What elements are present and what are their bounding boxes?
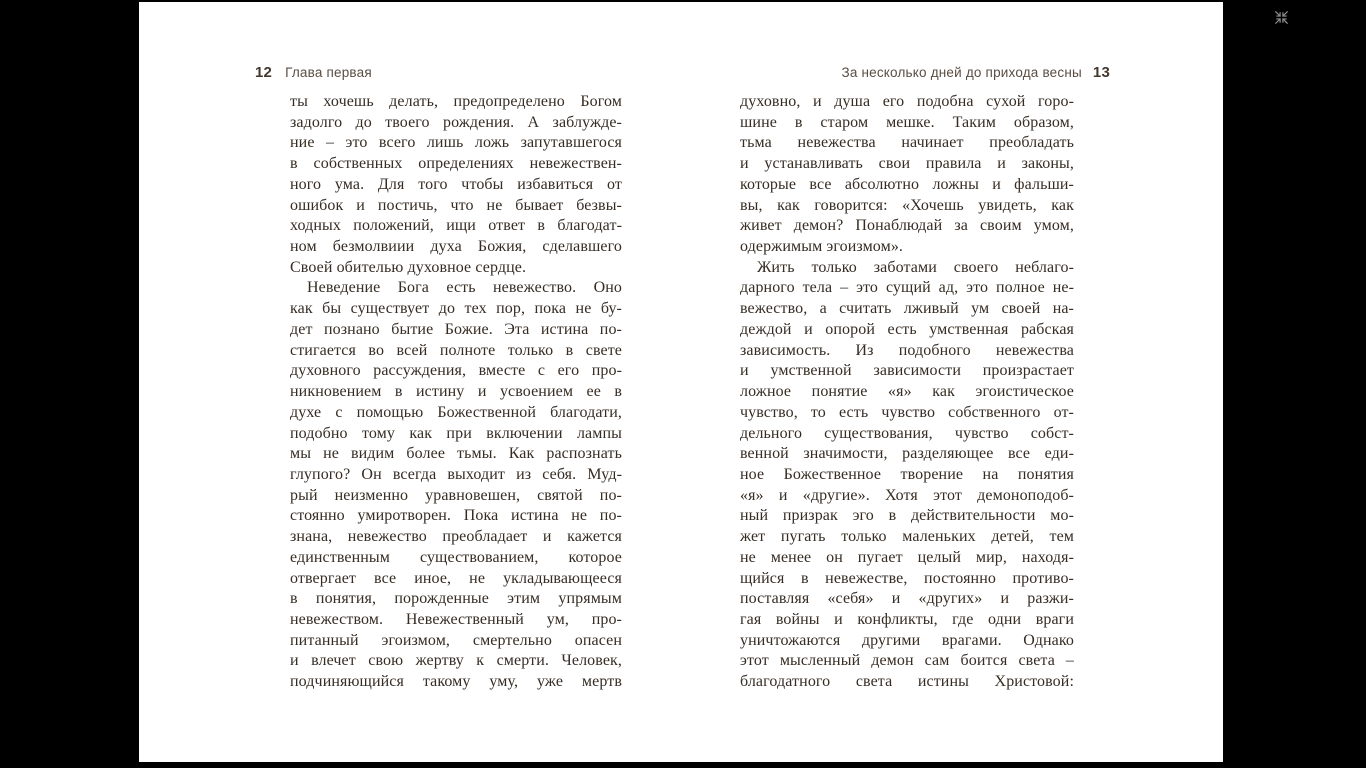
text-line: духовного рассуждения, вместе с его про- [290,362,622,380]
text-line: ложное понятие «я» как эгоистическое [740,383,1074,401]
page-number-left: 12 [255,64,273,81]
text-line: и умственной зависимости произрастает [740,362,1074,380]
text-line: глупого? Он всегда выходит из себя. Муд- [290,465,622,483]
running-head-title-right: За несколько дней до прихода весны [841,65,1082,80]
text-line: духовно, и душа его подобна сухой горо- [740,93,1074,110]
text-line: этот мысленный демон сам боится света – [740,652,1074,670]
running-header-left [255,64,372,81]
text-line: одержимым эгоизмом». [740,238,904,256]
text-line: подобно тому как при включении лампы [290,424,622,442]
text-line: как бы существует до тех пор, пока не бу- [290,300,622,318]
text-line: в собственных определениях невежествен- [290,155,622,173]
exit-fullscreen-button[interactable] [1271,7,1291,27]
text-line: жет пугать только маленьких детей, тем [740,528,1074,546]
text-line: Жить только заботами своего неблаго- [757,258,1074,276]
text-line: вежество, а считать лживый ум своей на- [740,300,1074,318]
text-line: благодатного света истины Христовой: [740,673,1074,691]
text-line: и устанавливать свои правила и законы, [740,155,1074,173]
text-line: дет познано бытие Божие. Эта истина по- [290,320,622,338]
text-line: чувство, то есть чувство собственного от- [740,403,1074,421]
text-line: поставляя «себя» и «других» и разжи- [740,590,1074,608]
page-number-right: 13 [1092,64,1110,81]
text-line: ный призрак эго в действительности мо- [740,507,1074,525]
text-line: «я» и «другие». Хотя этот демоноподоб- [740,486,1074,504]
text-line: которые все абсолютно ложны и фальши- [740,175,1074,193]
text-line: невежеством. Невежественный ум, про- [290,610,622,628]
text-line: тьма невежества начинает преобладать [740,134,1074,152]
text-line: венной значимости, разделяющее все еди- [740,445,1074,463]
text-line: шине в старом мешке. Таким образом, [740,113,1074,131]
text-line: в понятия, порожденные этим упрямым [290,590,622,608]
text-line: ного ума. Для того чтобы избавиться от [290,175,622,193]
text-line: стоянно умиротворен. Пока истина не по- [290,507,622,525]
text-line: Неведение Бога есть невежество. Оно [307,279,622,297]
text-line: деждой и опорой есть умственная рабская [740,320,1074,338]
text-line: ное Божественное творение на понятия [740,465,1074,483]
text-line: знана, невежество преобладает и кажется [290,528,622,546]
text-line: и влечет свою жертву к смерти. Человек, [290,652,622,670]
text-line: рый неизменно уравновешен, святой по- [290,486,622,504]
text-line: ходных положений, ищи ответ в благодат- [290,217,622,235]
text-line: живет демон? Понаблюдай за своим умом, [740,217,1074,235]
fullscreen-exit-icon [1273,9,1290,26]
text-line: щийся в невежестве, постоянно противо- [740,569,1074,587]
text-line: ние – это всего лишь ложь запутавшегося [290,134,622,152]
text-line: уничтожаются другими врагами. Однако [740,631,1074,649]
text-line: питанный эгоизмом, смертельно опасен [290,631,622,649]
text-column-left [290,92,622,693]
text-line: гая войны и конфликты, где одни враги [740,610,1074,628]
text-line: духе с помощью Божественной благодати, [290,403,622,421]
text-line: мы не видим более тьмы. Как распознать [290,445,622,463]
text-line: подчиняющийся такому уму, уже мертв [290,673,622,691]
text-line: ном безмолвиии духа Божия, сделавшего [290,238,622,256]
text-line: вы, как говорится: «Хочешь увидеть, как [740,196,1074,214]
text-line: не менее он пугает целый мир, находя- [740,548,1074,566]
text-line: ошибок и постичь, что не бывает безвы- [290,196,622,214]
text-line: стигается во всей полноте только в свете [290,341,622,359]
running-head-title-left: Глава первая [285,65,372,80]
running-header-right [841,64,1110,81]
text-line: дельного существования, чувство собст- [740,424,1074,442]
text-line: Своей обителью духовное сердце. [290,258,527,276]
text-line: никновением в истину и усвоением ее в [290,383,622,401]
text-line: ты хочешь делать, предопределено Богом [290,93,622,110]
text-line: отвергает все иное, не укладывающееся [290,569,622,587]
text-line: единственным существованием, которое [290,548,622,566]
text-column-right [740,92,1074,693]
text-line: зависимость. Из подобного невежества [740,341,1074,359]
text-line: задолго до твоего рождения. А заблужде- [290,113,622,131]
book-spread [139,2,1223,762]
text-line: дарного тела – это сущий ад, это полное не- [740,279,1074,297]
